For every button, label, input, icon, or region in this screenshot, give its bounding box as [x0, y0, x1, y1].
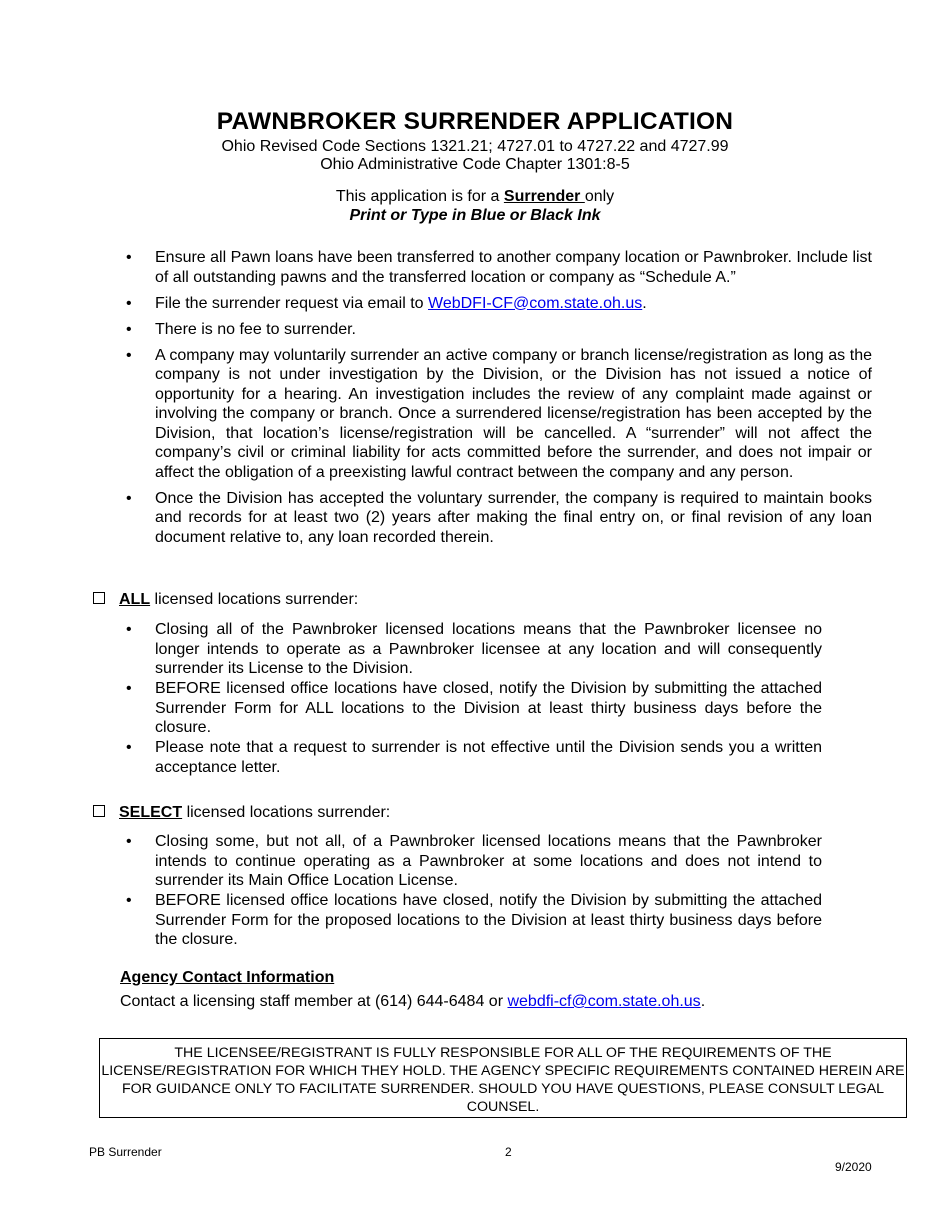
agency-contact-heading: Agency Contact Information [120, 969, 335, 986]
purpose-emphasis: Surrender [503, 188, 585, 205]
option-label: licensed locations surrender: [150, 591, 359, 608]
footer-revision-date: 9/2020 [835, 1160, 872, 1174]
purpose-suffix: only [584, 188, 615, 205]
revised-code-reference: Ohio Revised Code Sections 1321.21; 4727.01 to 4727.22 and 4727.99 [221, 138, 729, 155]
list-item: • Please note that a request to surrender is not effective until the Division sends you a written acceptance letter. [120, 738, 822, 777]
agency-contact-text [120, 993, 705, 1011]
ink-instruction: Print or Type in Blue or Black Ink [349, 207, 601, 224]
select-locations-option [93, 803, 390, 822]
administrative-code-reference: Ohio Administrative Code Chapter 1301:8-5 [320, 156, 630, 173]
application-purpose [0, 187, 950, 206]
list-item: • There is no fee to surrender. [120, 320, 872, 340]
list-item: • BEFORE licensed office locations have closed, notify the Division by submitting the attached Surrender Form for the proposed locations to the Division at least thirty business days before the closure. [120, 891, 822, 950]
agency-contact-prefix: Contact a licensing staff member at (614) 644-6484 or [120, 993, 508, 1010]
agency-email-link[interactable]: webdfi-cf@com.state.oh.us [507, 993, 701, 1010]
instructions-list [120, 248, 872, 554]
select-locations-checkbox[interactable] [93, 805, 105, 817]
option-emphasis: ALL [119, 591, 151, 608]
list-item: • Once the Division has accepted the voluntary surrender, the company is required to maintain books and records for at least two (2) years after making the final entry on, or final revision of any loan document relative to, any loan recorded therein. [120, 489, 872, 548]
list-item: • BEFORE licensed office locations have closed, notify the Division by submitting the attached Surrender Form for ALL locations to the Division at least thirty business days before the closure. [120, 679, 822, 738]
footer-page-number: 2 [505, 1145, 512, 1159]
legal-notice-box: THE LICENSEE/REGISTRANT IS FULLY RESPONSIBLE FOR ALL OF THE REQUIREMENTS OF THE LICENSE/REGISTRATION FOR WHICH THEY HOLD. THE AGENCY SPECIFIC REQUIREMENTS CONTAINED HEREIN ARE FOR GUIDANCE ONLY TO FACILITATE SURRENDER. SHOULD YOU HAVE QUESTIONS, PLEASE CONSULT LEGAL COUNSEL. [99, 1038, 907, 1118]
email-instruction-prefix: File the surrender request via email to [155, 294, 429, 312]
email-link[interactable]: WebDFI-CF@com.state.oh.us [428, 294, 643, 312]
purpose-prefix: This application is for a [335, 188, 504, 205]
option-label: licensed locations surrender: [182, 804, 391, 821]
list-item: • A company may voluntarily surrender an active company or branch license/registration as long as the company is not under investigation by the Division, or the Division has not issued a notice of opportunity for a hearing. An investigation includes the review of any complaint made against or involving the company or branch. Once a surrendered license/registration has been accepted by the Division, that location’s license/registration will be cancelled. A “surrender” will not affect the company’s civil or criminal liability for acts committed before the surrender, and does not impair or affect the obligation of a preexisting lawful contract between the company and any person. [120, 346, 872, 483]
page-title: PAWNBROKER SURRENDER APPLICATION [216, 108, 734, 135]
footer-form-name: PB Surrender [89, 1145, 162, 1159]
agency-contact-suffix: . [700, 993, 706, 1010]
all-locations-list [120, 620, 822, 778]
list-item [120, 294, 872, 314]
option-emphasis: SELECT [119, 804, 183, 821]
email-instruction-suffix: . [642, 294, 647, 312]
all-locations-option [93, 590, 358, 609]
list-item: • Closing all of the Pawnbroker licensed locations means that the Pawnbroker licensee no longer intends to operate as a Pawnbroker licensee at any location and will consequently surrender its License to the Division. [120, 620, 822, 679]
select-locations-list [120, 832, 822, 950]
list-item: • Ensure all Pawn loans have been transferred to another company location or Pawnbroker. Include list of all outstanding pawns and the transferred location or company as “Schedule A.” [120, 248, 872, 287]
list-item: • Closing some, but not all, of a Pawnbroker licensed locations means that the Pawnbroker intends to continue operating as a Pawnbroker at some locations and does not intend to surrender its Main Office Location License. [120, 832, 822, 891]
all-locations-checkbox[interactable] [93, 592, 105, 604]
